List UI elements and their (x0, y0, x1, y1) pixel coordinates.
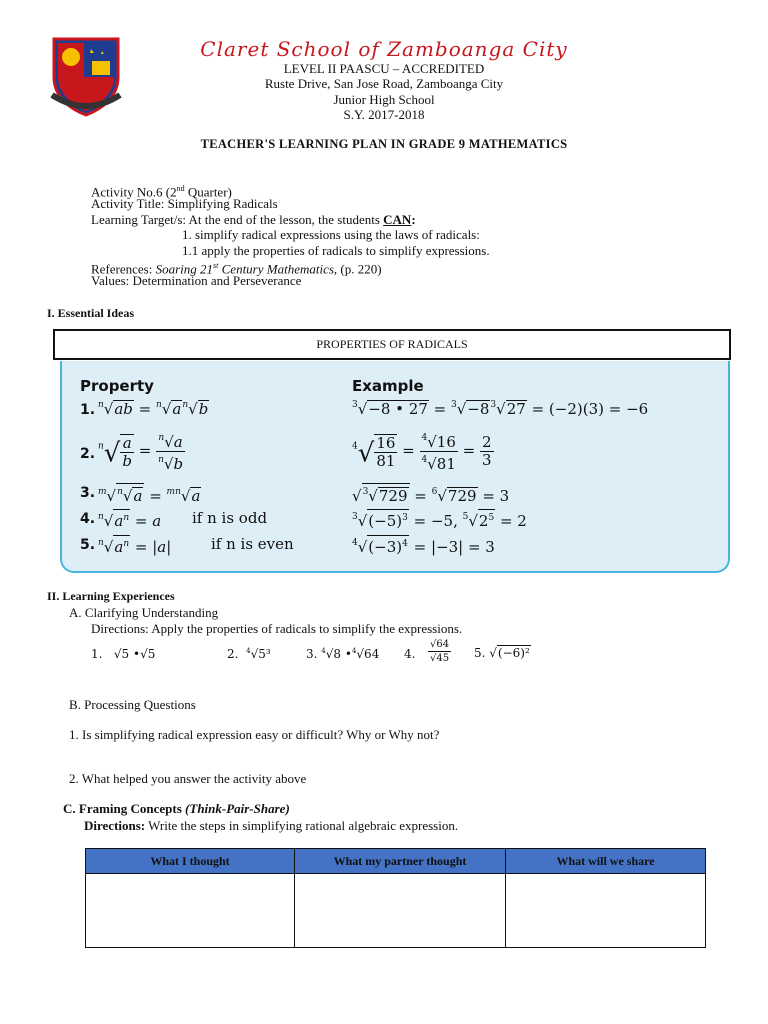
references: References: Soaring 21st Century Mathematics, (p. 220) (91, 261, 382, 277)
school-level: Junior High School (333, 92, 435, 107)
prop-num-1: 1. (80, 402, 96, 418)
school-name: Claret School of Zamboanga City (200, 37, 568, 61)
exercise-5: 5. √(−6)² (474, 646, 530, 660)
target-item-1: 1. simplify radical expressions using the laws of radicals: (182, 227, 480, 242)
example-4-formula: $^3√(-5)^3 = -5$, $^5√2^5 = 2$ (352, 509, 527, 530)
prop-num-4: 4. (80, 511, 96, 527)
example-5-formula: $^4√(-3)^4 = |-3| = 3$ (352, 535, 495, 556)
exercise-1: 1. √5 •√5 (91, 647, 156, 661)
example-header: Example (352, 377, 424, 395)
property-4-formula: $^n√a^n = a$ (98, 509, 161, 530)
example-3-formula: √$^3$√729 = $^6$√729 = 3 (352, 483, 509, 505)
property-2-formula: $^n$√ $\frac{a}{b}$ = $\frac{^n√a}{^n√b}$ (98, 430, 185, 473)
section-learning-experiences: II. Learning Experiences (47, 589, 175, 603)
header-what-i-thought: What I thought (86, 849, 295, 874)
question-2: 2. What helped you answer the activity above (69, 771, 307, 786)
activity-number: Activity No.6 (2nd Quarter) (91, 184, 232, 200)
processing-questions-label: B. Processing Questions (69, 697, 196, 712)
example-2-formula: $^4$√ $\frac{16}{81}$ = $\frac{^4√16}{^4√81}$ = $\frac{2}{3}$ (352, 430, 494, 473)
clarifying-directions: Directions: Apply the properties of radicals to simplify the expressions. (91, 621, 463, 636)
cell-what-i-thought[interactable] (86, 874, 295, 948)
activity-title: Activity Title: Simplifying Radicals (91, 196, 278, 211)
prop-num-3: 3. (80, 485, 96, 501)
header-what-we-share: What will we share (506, 849, 706, 874)
framing-concepts-label: C. Framing Concepts (Think-Pair-Share) (63, 801, 290, 816)
property-5-condition: if n is even (211, 535, 294, 553)
header-partner-thought: What my partner thought (295, 849, 506, 874)
accreditation: LEVEL II PAASCU – ACCREDITED (283, 61, 485, 76)
exercise-4: $\frac{√64}{√45}$ (430, 639, 450, 664)
clarifying-understanding-label: A. Clarifying Understanding (69, 605, 219, 620)
properties-box-title: PROPERTIES OF RADICALS (53, 329, 731, 360)
school-address: Ruste Drive, San Jose Road, Zamboanga City (264, 76, 504, 91)
example-1-formula: $^3$√−8 • $27 = ^3√-8^3√27 = (-2)(3) = -6$ (352, 400, 649, 418)
exercise-4-number: 4. (404, 647, 416, 661)
question-1: 1. Is simplifying radical expression easy or difficult? Why or Why not? (69, 727, 440, 742)
property-3-formula: $^m$√$^n$√a = $^{mn}$√a (98, 483, 201, 505)
exercise-2: 2. $^4$√5³ (227, 647, 271, 661)
document-title: TEACHER'S LEARNING PLAN IN GRADE 9 MATHEMATICS (200, 137, 568, 151)
learning-target: Learning Target/s: At the end of the lesson, the students CAN: (91, 212, 416, 227)
target-item-1-1: 1.1 apply the properties of radicals to simplify expressions. (182, 243, 490, 258)
exercise-3: 3. $^4$√8 •$^4$√64 (306, 647, 380, 661)
prop-num-2: 2. (80, 446, 96, 462)
prop-num-5: 5. (80, 537, 96, 553)
property-5-formula: $^n√a^n = |a|$ (98, 535, 171, 556)
framing-directions: Directions: Write the steps in simplifying rational algebraic expression. (84, 818, 459, 833)
property-4-condition: if n is odd (192, 509, 268, 527)
cell-what-we-share[interactable] (506, 874, 706, 948)
cell-partner-thought[interactable] (295, 874, 506, 948)
school-year: S.Y. 2017-2018 (343, 107, 425, 122)
section-essential-ideas: I. Essential Ideas (47, 306, 135, 320)
values: Values: Determination and Perseverance (91, 273, 302, 288)
think-pair-share-table (85, 848, 706, 948)
property-1-formula: $^n√ab = ^n√a^n√b$ (98, 400, 209, 418)
property-header: Property (80, 377, 154, 395)
